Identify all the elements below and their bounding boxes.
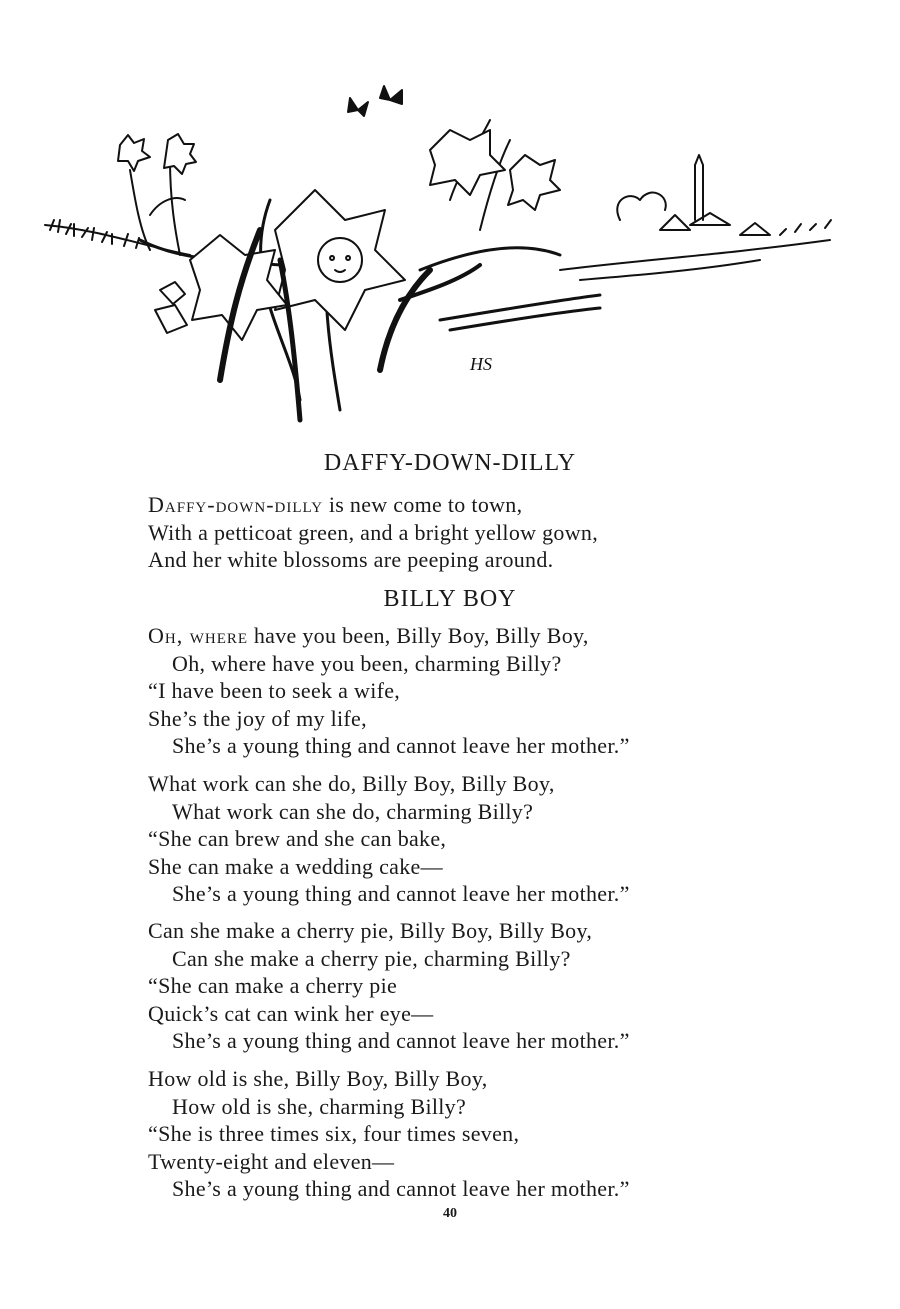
small-caps-lead: Oh, where [148,623,249,648]
verse-line [148,1065,848,1093]
butterfly-icon [348,86,402,116]
verse-line [148,853,848,881]
page-number: 40 [443,1206,457,1221]
verse-text: Can she make a cherry pie, Billy Boy, Billy Boy, [148,918,593,943]
verse-text: Can she make a cherry pie, charming Billy? [172,945,571,971]
verse-text: Quick’s cat can wink her eye— [148,1000,434,1026]
poem-title-billy: BILLY BOY [383,586,517,612]
verse-text: She’s a young thing and cannot leave her mother.” [172,733,630,758]
verse-line [148,880,848,908]
stanza-2 [148,770,848,908]
verse-line [148,770,848,798]
verse-text: What work can she do, charming Billy? [172,798,534,824]
verse-line [148,650,848,678]
verse-text: How old is she, Billy Boy, Billy Boy, [148,1066,488,1091]
verse-line [148,945,848,973]
stanza-1 [148,622,848,760]
verse-line [148,972,848,1000]
verse-text: How old is she, charming Billy? [172,1093,467,1119]
verse-line [148,825,848,853]
small-caps-lead: Daffy-down-dilly [148,492,324,517]
daffodil-illustration [40,80,850,450]
verse-text: She’s a young thing and cannot leave her mother.” [172,881,630,906]
verse-line [148,519,848,547]
verse-text: And her white blossoms are peeping around. [148,547,554,572]
verse-text: “She can brew and she can bake, [148,826,447,851]
verse-text: She can make a wedding cake— [148,853,443,879]
verse-line [148,798,848,826]
poem-daffy [148,491,848,574]
verse-text: She’s a young thing and cannot leave her mother.” [172,1176,630,1201]
verse-text: is new come to town, [323,492,523,517]
svg-text:HS: HS [470,354,492,374]
verse-text: Twenty-eight and eleven— [148,1148,395,1174]
verse-line [148,1027,848,1055]
verse-line [148,1148,848,1176]
verse-line [148,622,848,650]
verse-line [148,546,848,574]
verse-line [148,677,848,705]
verse-line [148,705,848,733]
stanza-4 [148,1065,848,1203]
verse-text: “I have been to seek a wife, [148,678,401,703]
verse-text: have you been, Billy Boy, Billy Boy, [248,623,589,648]
verse-line [148,732,848,760]
verse-line [148,1175,848,1203]
poem-title-daffy: DAFFY-DOWN-DILLY [323,450,577,476]
verse-text: With a petticoat green, and a bright yellow gown, [148,519,599,545]
verse-line [148,917,848,945]
village-icon [617,155,770,235]
verse-line [148,1093,848,1121]
verse-line [148,1120,848,1148]
verse-text: “She can make a cherry pie [148,973,398,998]
verse-text: What work can she do, Billy Boy, Billy Boy, [148,771,555,796]
stanza-3 [148,917,848,1055]
verse-text: Oh, where have you been, charming Billy? [172,650,562,676]
verse-text: She’s a young thing and cannot leave her mother.” [172,1028,630,1053]
verse-line [148,491,848,519]
verse-text: She’s the joy of my life, [148,705,367,731]
verse-line [148,1000,848,1028]
verse-text: “She is three times six, four times seven, [148,1121,520,1146]
